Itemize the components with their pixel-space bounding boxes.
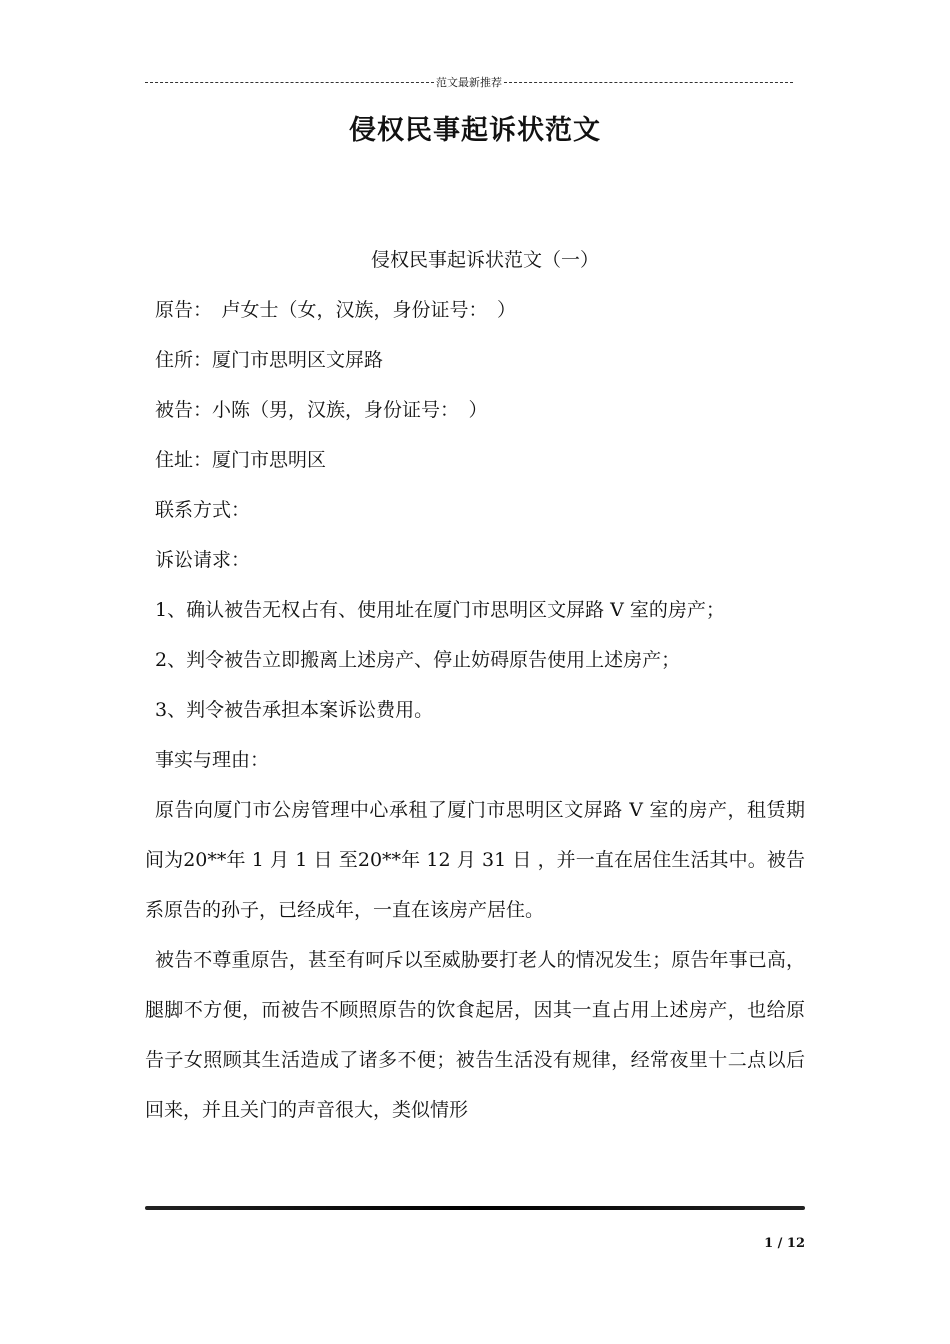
plaintiff-address-line: 住所：厦门市思明区文屏路 xyxy=(155,349,384,371)
document-title: 侵权民事起诉状范文 xyxy=(349,115,601,146)
facts-paragraph-1: 原告向厦门市公房管理中心承租了厦门市思明区文屏路 V 室的房产，租赁期间为20**年 1 月 1 日 至20**年 12 月 31 日 ，并一直在居住生活其中。被告系原告的孙子，已经成年，一直在该房产居住。 xyxy=(145,799,805,921)
header-text: 范文最新推荐 xyxy=(436,76,502,89)
header-dash-left xyxy=(145,82,434,83)
header-dash-right xyxy=(504,82,793,83)
claim-item-3: 3、判令被告承担本案诉讼费用。 xyxy=(155,699,434,721)
claims-heading: 诉讼请求： xyxy=(155,549,251,571)
facts-paragraph-2: 被告不尊重原告，甚至有呵斥以至威胁要打老人的情况发生；原告年事已高，腿脚不方便，而被告不顾照原告的饮食起居，因其一直占用上述房产，也给原告子女照顾其生活造成了诸多不便；被告生活没有规律，经常夜里十二点以后回来，并且关门的声音很大，类似情形 xyxy=(145,949,805,1121)
page-number: 1 / 12 xyxy=(764,1236,805,1251)
contact-line: 联系方式： xyxy=(155,499,251,521)
claim-item-1: 1、确认被告无权占有、使用址在厦门市思明区文屏路 V 室的房产； xyxy=(155,599,725,621)
plaintiff-line: 原告： 卢女士（女，汉族，身份证号： ） xyxy=(155,299,517,321)
defendant-address-line: 住址：厦门市思明区 xyxy=(155,449,327,471)
page-header xyxy=(145,72,793,92)
claim-item-2: 2、判令被告立即搬离上述房产、停止妨碍原告使用上述房产； xyxy=(155,649,681,671)
facts-heading: 事实与理由： xyxy=(155,749,270,771)
document-body xyxy=(145,240,805,1135)
footer-rule xyxy=(145,1206,805,1210)
section-subtitle: 侵权民事起诉状范文（一） xyxy=(370,249,599,271)
defendant-line: 被告：小陈（男，汉族，身份证号： ） xyxy=(155,399,488,421)
